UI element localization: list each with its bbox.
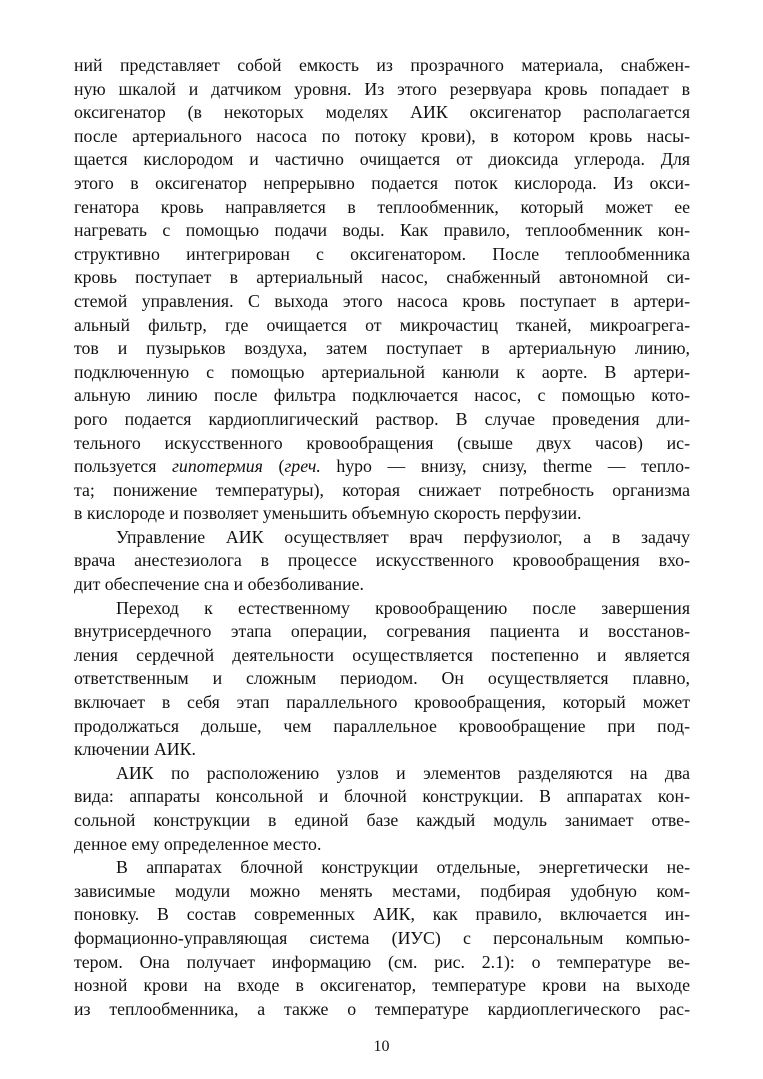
text-line: поновку. В состав современных АИК, как правило, включается ин- (74, 904, 690, 925)
text-line: тов и пузырьков воздуха, затем поступает в артериальную линию, (74, 338, 690, 359)
text-line: внутрисердечного этапа операции, согревания пациента и восстанов- (74, 621, 690, 642)
text-line: ную шкалой и датчиком уровня. Из этого резервуара кровь попадает в (74, 78, 690, 99)
text-line: врача анестезиолога в процессе искусственного кровообращения вхо- (74, 550, 690, 571)
text-line: генатора кровь направляется в теплообменник, который может ее (74, 196, 690, 217)
text-line: альную линию после фильтра подключается насос, с помощью кото- (74, 385, 690, 406)
text-line: после артериального насоса по потоку крови), в котором кровь насы- (74, 125, 690, 146)
text-line: структивно интегрирован с оксигенатором. После теплообменника (74, 243, 690, 264)
text-line: ответственным и сложным периодом. Он осуществляется плавно, (74, 668, 690, 689)
text-line: Управление АИК осуществляет врач перфузиолог, а в задачу (116, 526, 690, 547)
text-line: денное ему определенное место. (74, 833, 322, 854)
text-line: В аппаратах блочной конструкции отдельные, энергетически не- (116, 857, 690, 878)
text-line (74, 455, 690, 479)
text-fragment: ( (262, 456, 285, 477)
text-line: оксигенатор (в некоторых моделях АИК оксигенатор располагается (74, 102, 690, 123)
text-line: тером. Она получает информацию (см. рис. 2.1): о температуре ве- (74, 951, 690, 972)
paragraph (74, 526, 690, 597)
text-line: в кислороде и позволяет уменьшить объемную скорость перфузии. (74, 503, 582, 524)
italic-term: гипотермия (172, 456, 263, 477)
text-fragment: hypo — внизу, снизу, therme — тепло- (320, 456, 690, 477)
text-line: включает в себя этап параллельного кровообращения, который может (74, 692, 690, 713)
text-line: ключении АИК. (74, 739, 196, 760)
text-line: зависимые модули можно менять местами, подбирая удобную ком- (74, 880, 690, 901)
text-line: этого в оксигенатор непрерывно подается поток кислорода. Из окси- (74, 172, 690, 193)
text-line: альный фильтр, где очищается от микрочастиц тканей, микроагрега- (74, 314, 690, 335)
paragraph (74, 54, 690, 526)
page-body (74, 54, 690, 1021)
text-line: нагревать с помощью подачи воды. Как правило, теплообменник кон- (74, 220, 690, 241)
text-line: формационно-управляющая система (ИУС) с персональным компью- (74, 927, 690, 948)
page-number: 10 (373, 1038, 390, 1055)
text-line: Переход к естественному кровообращению после завершения (116, 597, 690, 618)
text-line: щается кислородом и частично очищается от диоксида углерода. Для (74, 149, 690, 170)
text-line: рого подается кардиоплигический раствор. В случае проведения дли- (74, 408, 690, 429)
text-line: ний представляет собой емкость из прозрачного материала, снабжен- (74, 55, 690, 75)
text-line: тельного искусственного кровообращения (свыше двух часов) ис- (74, 432, 690, 453)
text-line: вида: аппараты консольной и блочной конструкции. В аппаратах кон- (74, 786, 690, 807)
text-line: подключенную с помощью артериальной канюли к аорте. В артери- (74, 361, 690, 382)
italic-term: греч. (284, 456, 321, 477)
paragraph (74, 597, 690, 762)
text-line: продолжаться дольше, чем параллельное кровообращение при под- (74, 715, 690, 736)
paragraph (74, 762, 690, 856)
text-line: кровь поступает в артериальный насос, снабженный автономной си- (74, 267, 690, 288)
text-line: стемой управления. С выхода этого насоса кровь поступает в артери- (74, 290, 690, 311)
text-line: сольной конструкции в единой базе каждый модуль занимает отве- (74, 810, 690, 830)
text-line: АИК по расположению узлов и элементов разделяются на два (116, 762, 690, 783)
text-line: из теплообменника, а также о температуре кардиоплегического рас- (74, 998, 690, 1019)
text-line: та; понижение температуры), которая снижает потребность организма (74, 479, 690, 500)
text-line: дит обеспечение сна и обезболивание. (74, 574, 364, 595)
text-fragment: пользуется (74, 456, 172, 477)
text-line: ления сердечной деятельности осуществляется постепенно и является (74, 644, 690, 665)
text-line: нозной крови на входе в оксигенатор, температуре крови на выходе (74, 975, 690, 996)
paragraph (74, 856, 690, 1021)
